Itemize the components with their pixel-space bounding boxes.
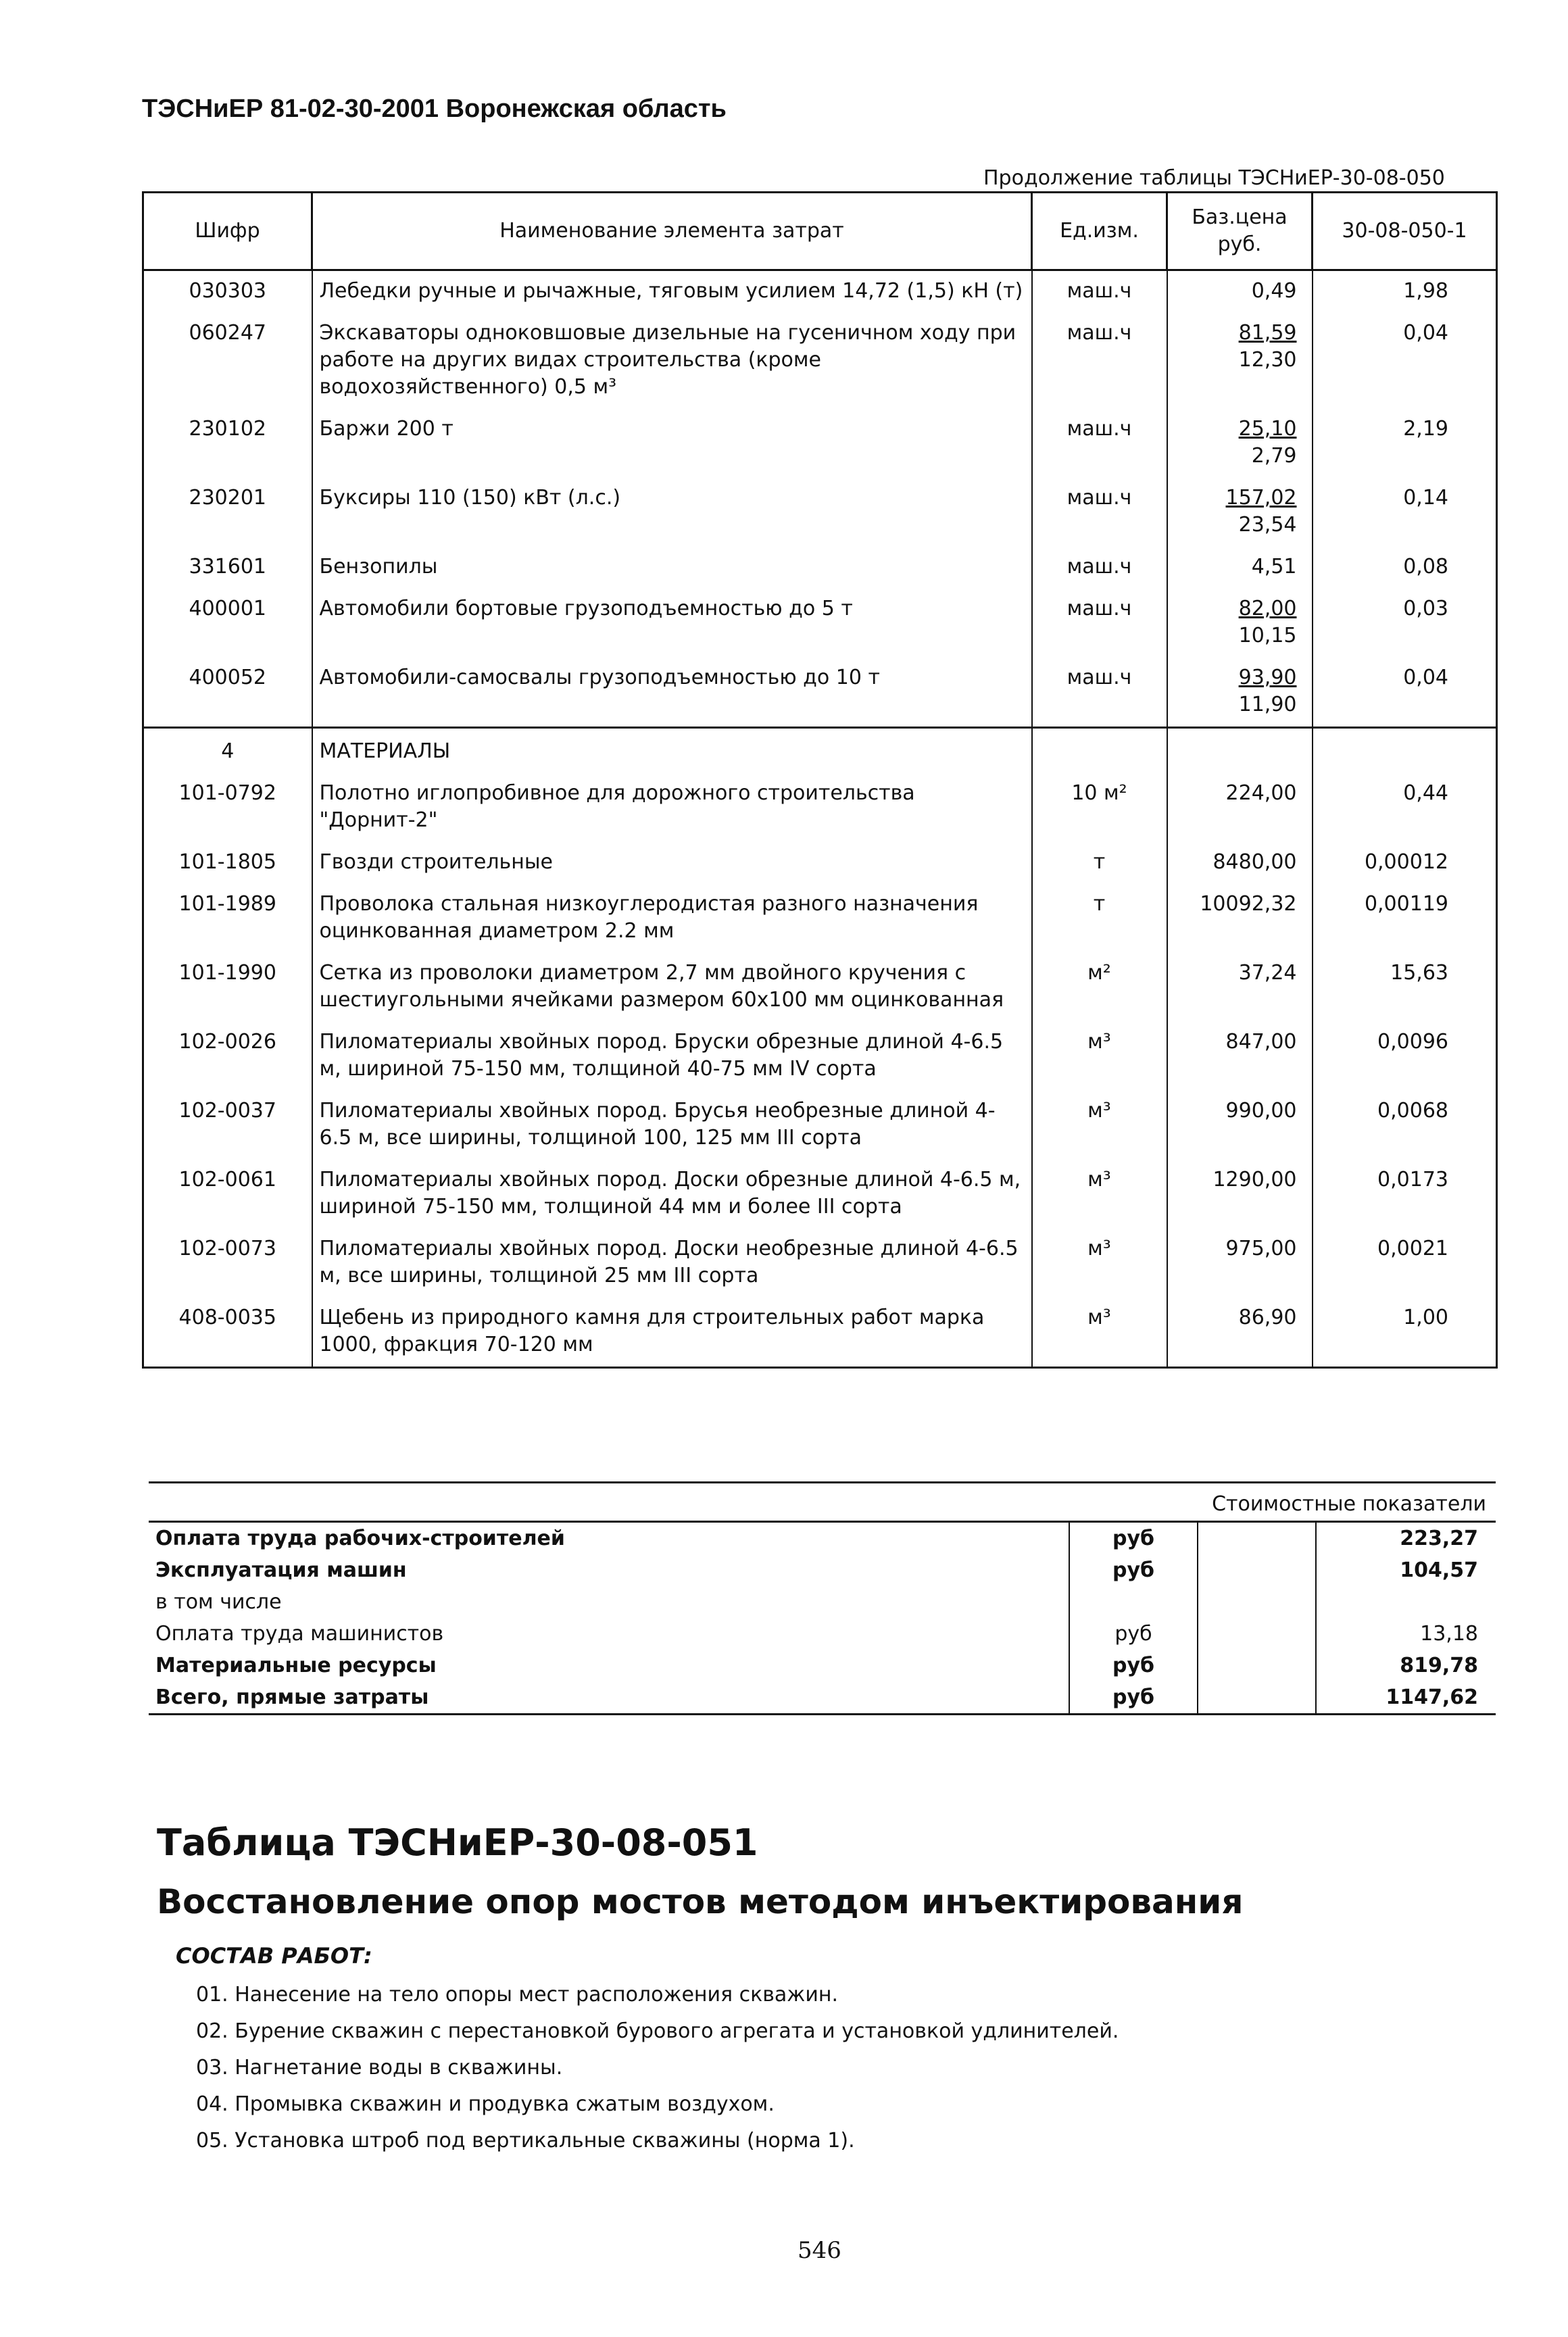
cost-caption-row xyxy=(149,1487,1496,1522)
row-unit: 10 м² xyxy=(1071,781,1127,805)
cost-unit: руб xyxy=(1069,1554,1198,1586)
section-norm-cell xyxy=(1313,728,1497,774)
row-norm: 0,00119 xyxy=(1364,892,1448,916)
row-price: 37,24 xyxy=(1167,953,1313,1022)
row-code: 030303 xyxy=(189,279,267,303)
row-norm: 0,14 xyxy=(1403,486,1448,510)
row-price-total: 82,00 xyxy=(1238,597,1297,620)
row-code: 400052 xyxy=(143,658,312,728)
row-norm: 1,98 xyxy=(1403,279,1448,303)
cost-unit: руб xyxy=(1069,1618,1198,1650)
table-row xyxy=(143,1229,1497,1298)
row-code: 408-0035 xyxy=(143,1298,312,1368)
row-unit: м³ xyxy=(1087,1237,1111,1260)
table-row xyxy=(143,589,1497,658)
section-unit-cell xyxy=(1032,728,1167,774)
list-item: 05. Установка штроб под вертикальные скважины (норма 1). xyxy=(196,2129,855,2152)
row-name: Пиломатериалы хвойных пород. Доски необрезные длиной 4-6.5 м, все ширины, толщиной 25 мм III сорта xyxy=(312,1229,1032,1298)
row-unit: маш.ч xyxy=(1067,417,1132,441)
row-unit: маш.ч xyxy=(1067,321,1132,345)
row-code: 230102 xyxy=(189,417,267,441)
row-unit: т xyxy=(1093,850,1106,874)
row-price-wage: 23,54 xyxy=(1238,513,1297,537)
table-row xyxy=(143,409,1497,478)
cost-unit xyxy=(1069,1586,1198,1618)
row-code: 102-0061 xyxy=(178,1168,276,1191)
next-table-title: Таблица ТЭСНиЕР-30-08-051 xyxy=(157,1821,758,1864)
table-header-row xyxy=(143,193,1497,270)
row-name: Сетка из проволоки диаметром 2,7 мм двойного кручения с шестиугольными ячейками размером 60х100 мм оцинкованная xyxy=(312,953,1032,1022)
row-code: 101-1805 xyxy=(178,850,276,874)
row-price xyxy=(1167,547,1313,589)
next-table-subtitle: Восстановление опор мостов методом инъектирования xyxy=(157,1882,1244,1921)
row-price-wage: 4,51 xyxy=(1251,555,1297,579)
row-price-wage: 10,15 xyxy=(1238,624,1297,647)
section-number: 4 xyxy=(221,739,235,763)
row-code: 101-1990 xyxy=(178,961,276,985)
table-row xyxy=(143,313,1497,409)
row-price xyxy=(1167,270,1313,314)
cost-value: 13,18 xyxy=(1420,1622,1478,1646)
row-price xyxy=(1167,313,1313,409)
row-price-total: 93,90 xyxy=(1238,666,1297,689)
row-price: 86,90 xyxy=(1167,1298,1313,1368)
row-norm: 0,0096 xyxy=(1377,1030,1448,1054)
row-price-wage: 11,90 xyxy=(1238,693,1297,716)
cost-unit: руб xyxy=(1069,1650,1198,1681)
row-price-total: 25,10 xyxy=(1238,417,1297,441)
table-row xyxy=(143,1022,1497,1091)
cost-value: 819,78 xyxy=(1400,1654,1478,1677)
row-unit: м² xyxy=(1087,961,1111,985)
row-name: Буксиры 110 (150) кВт (л.с.) xyxy=(312,478,1032,547)
row-price: 10092,32 xyxy=(1167,884,1313,953)
cost-row xyxy=(149,1650,1496,1681)
header-unit: Ед.изм. xyxy=(1032,193,1167,270)
row-norm: 0,03 xyxy=(1403,597,1448,620)
table-row xyxy=(143,953,1497,1022)
norms-table xyxy=(142,191,1498,1369)
cost-empty-cell xyxy=(1198,1650,1316,1681)
materials-section xyxy=(143,728,1497,1368)
section-price-cell xyxy=(1167,728,1313,774)
cost-value: 1147,62 xyxy=(1316,1681,1496,1715)
row-norm: 0,0021 xyxy=(1377,1237,1448,1260)
row-norm: 0,04 xyxy=(1313,658,1497,728)
row-name: Полотно иглопробивное для дорожного строительства "Дорнит-2" xyxy=(312,773,1032,842)
row-unit: м³ xyxy=(1087,1168,1111,1191)
header-norm: 30-08-050-1 xyxy=(1313,193,1497,270)
row-name: Бензопилы xyxy=(312,547,1032,589)
row-name: Пиломатериалы хвойных пород. Бруски обрезные длиной 4-6.5 м, шириной 75-150 мм, толщиной 40-75 мм IV сорта xyxy=(312,1022,1032,1091)
row-name: Экскаваторы одноковшовые дизельные на гусеничном ходу при работе на других видах строительства (кроме водохозяйственного) 0,5 м³ xyxy=(312,313,1032,409)
row-price: 1290,00 xyxy=(1167,1160,1313,1229)
list-item: 02. Бурение скважин с перестановкой бурового агрегата и установкой удлинителей. xyxy=(196,2019,1119,2043)
table-row xyxy=(143,658,1497,728)
table-row xyxy=(143,1298,1497,1368)
row-code: 101-1989 xyxy=(178,892,276,916)
row-norm: 0,44 xyxy=(1403,781,1448,805)
works-list xyxy=(196,1977,1119,2159)
row-name: Пиломатериалы хвойных пород. Доски обрезные длиной 4-6.5 м, шириной 75-150 мм, толщиной 44 мм и более III сорта xyxy=(312,1160,1032,1229)
cost-value: 104,57 xyxy=(1400,1558,1478,1582)
row-norm: 2,19 xyxy=(1403,417,1448,441)
row-name: Гвозди строительные xyxy=(312,842,1032,884)
cost-row xyxy=(149,1681,1496,1715)
row-code: 102-0026 xyxy=(178,1030,276,1054)
cost-empty-cell xyxy=(1198,1554,1316,1586)
table-row xyxy=(143,884,1497,953)
row-price: 8480,00 xyxy=(1167,842,1313,884)
table-row xyxy=(143,478,1497,547)
row-price xyxy=(1167,658,1313,728)
row-price: 975,00 xyxy=(1167,1229,1313,1298)
header-code: Шифр xyxy=(143,193,312,270)
row-price: 990,00 xyxy=(1167,1091,1313,1160)
row-price xyxy=(1167,409,1313,478)
cost-row xyxy=(149,1586,1496,1618)
row-name: Автомобили бортовые грузоподъемностью до 5 т xyxy=(312,589,1032,658)
row-code: 331601 xyxy=(189,555,267,579)
row-code: 060247 xyxy=(189,321,267,345)
row-name: Автомобили-самосвалы грузоподъемностью до 10 т xyxy=(312,658,1032,728)
table-row xyxy=(143,842,1497,884)
row-code: 102-0073 xyxy=(178,1237,276,1260)
cost-label: Материальные ресурсы xyxy=(155,1654,437,1677)
page-number: 546 xyxy=(798,2237,841,2264)
row-name: Баржи 200 т xyxy=(312,409,1032,478)
table-row xyxy=(143,773,1497,842)
row-code: 101-0792 xyxy=(178,781,276,805)
cost-unit: руб xyxy=(1069,1522,1198,1555)
list-item: 04. Промывка скважин и продувка сжатым воздухом. xyxy=(196,2092,775,2116)
cost-empty-cell xyxy=(1198,1618,1316,1650)
row-code: 230201 xyxy=(189,486,267,510)
row-name: Лебедки ручные и рычажные, тяговым усилием 14,72 (1,5) кН (т) xyxy=(312,270,1032,314)
cost-empty-cell xyxy=(1198,1586,1316,1618)
cost-caption: Стоимостные показатели xyxy=(1069,1487,1496,1522)
row-unit: маш.ч xyxy=(1067,555,1132,579)
row-unit: маш.ч xyxy=(1067,279,1132,303)
row-price-wage: 0,49 xyxy=(1251,279,1297,303)
list-item: 01. Нанесение на тело опоры мест расположения скважин. xyxy=(196,1983,838,2007)
row-unit: маш.ч xyxy=(1067,597,1132,620)
row-unit: м³ xyxy=(1087,1099,1111,1123)
cost-label: Оплата труда машинистов xyxy=(155,1622,444,1646)
cost-frame-line xyxy=(149,1481,1496,1483)
materials-section-row xyxy=(143,728,1497,774)
row-code: 102-0037 xyxy=(178,1099,276,1123)
row-price xyxy=(1167,478,1313,547)
section-title: МАТЕРИАЛЫ xyxy=(312,728,1032,774)
cost-empty-cell xyxy=(1198,1681,1316,1715)
cost-empty-cell xyxy=(1198,1522,1316,1555)
cost-label: Оплата труда рабочих-строителей xyxy=(155,1527,565,1550)
cost-caption-spacer xyxy=(149,1487,1069,1522)
row-unit: маш.ч xyxy=(1067,486,1132,510)
list-item: 03. Нагнетание воды в скважины. xyxy=(196,2056,563,2080)
row-code: 400001 xyxy=(189,597,267,620)
cost-value xyxy=(1316,1586,1496,1618)
cost-row xyxy=(149,1554,1496,1586)
cost-value: 223,27 xyxy=(1400,1527,1478,1550)
header-price: Баз.цена руб. xyxy=(1167,193,1313,270)
row-norm: 0,08 xyxy=(1403,555,1448,579)
row-unit: т xyxy=(1093,892,1106,916)
cost-label: Эксплуатация машин xyxy=(155,1558,407,1582)
table-row xyxy=(143,270,1497,314)
row-name: Проволока стальная низкоуглеродистая разного назначения оцинкованная диаметром 2.2 мм xyxy=(312,884,1032,953)
cost-indicators-table xyxy=(149,1487,1496,1715)
row-norm: 0,0068 xyxy=(1377,1099,1448,1123)
row-norm: 0,0173 xyxy=(1377,1168,1448,1191)
cost-row xyxy=(149,1522,1496,1555)
row-unit: м³ xyxy=(1087,1030,1111,1054)
machines-section xyxy=(143,270,1497,728)
row-price xyxy=(1167,589,1313,658)
table-row xyxy=(143,1091,1497,1160)
table-row xyxy=(143,547,1497,589)
row-price: 847,00 xyxy=(1167,1022,1313,1091)
cost-label: в том числе xyxy=(155,1590,282,1614)
row-price: 224,00 xyxy=(1167,773,1313,842)
row-unit: м³ xyxy=(1032,1298,1167,1368)
row-name: Щебень из природного камня для строительных работ марка 1000, фракция 70-120 мм xyxy=(312,1298,1032,1368)
continuation-label: Продолжение таблицы ТЭСНиЕР-30-08-050 xyxy=(983,166,1445,190)
row-name: Пиломатериалы хвойных пород. Брусья необрезные длиной 4-6.5 м, все ширины, толщиной 100, 125 мм III сорта xyxy=(312,1091,1032,1160)
row-norm: 1,00 xyxy=(1313,1298,1497,1368)
cost-label: Всего, прямые затраты xyxy=(149,1681,1069,1715)
row-price-total: 157,02 xyxy=(1225,486,1297,510)
header-name: Наименование элемента затрат xyxy=(312,193,1032,270)
row-norm: 0,04 xyxy=(1403,321,1448,345)
row-price-total: 81,59 xyxy=(1238,321,1297,345)
row-price-wage: 2,79 xyxy=(1251,444,1297,468)
row-norm: 0,00012 xyxy=(1364,850,1448,874)
row-unit: маш.ч xyxy=(1032,658,1167,728)
table-row xyxy=(143,1160,1497,1229)
row-price-wage: 12,30 xyxy=(1238,348,1297,372)
cost-row xyxy=(149,1618,1496,1650)
cost-unit: руб xyxy=(1069,1681,1198,1715)
works-heading: СОСТАВ РАБОТ: xyxy=(176,1943,372,1969)
row-norm: 15,63 xyxy=(1390,961,1448,985)
document-header: ТЭСНиЕР 81-02-30-2001 Воронежская область xyxy=(142,95,727,123)
